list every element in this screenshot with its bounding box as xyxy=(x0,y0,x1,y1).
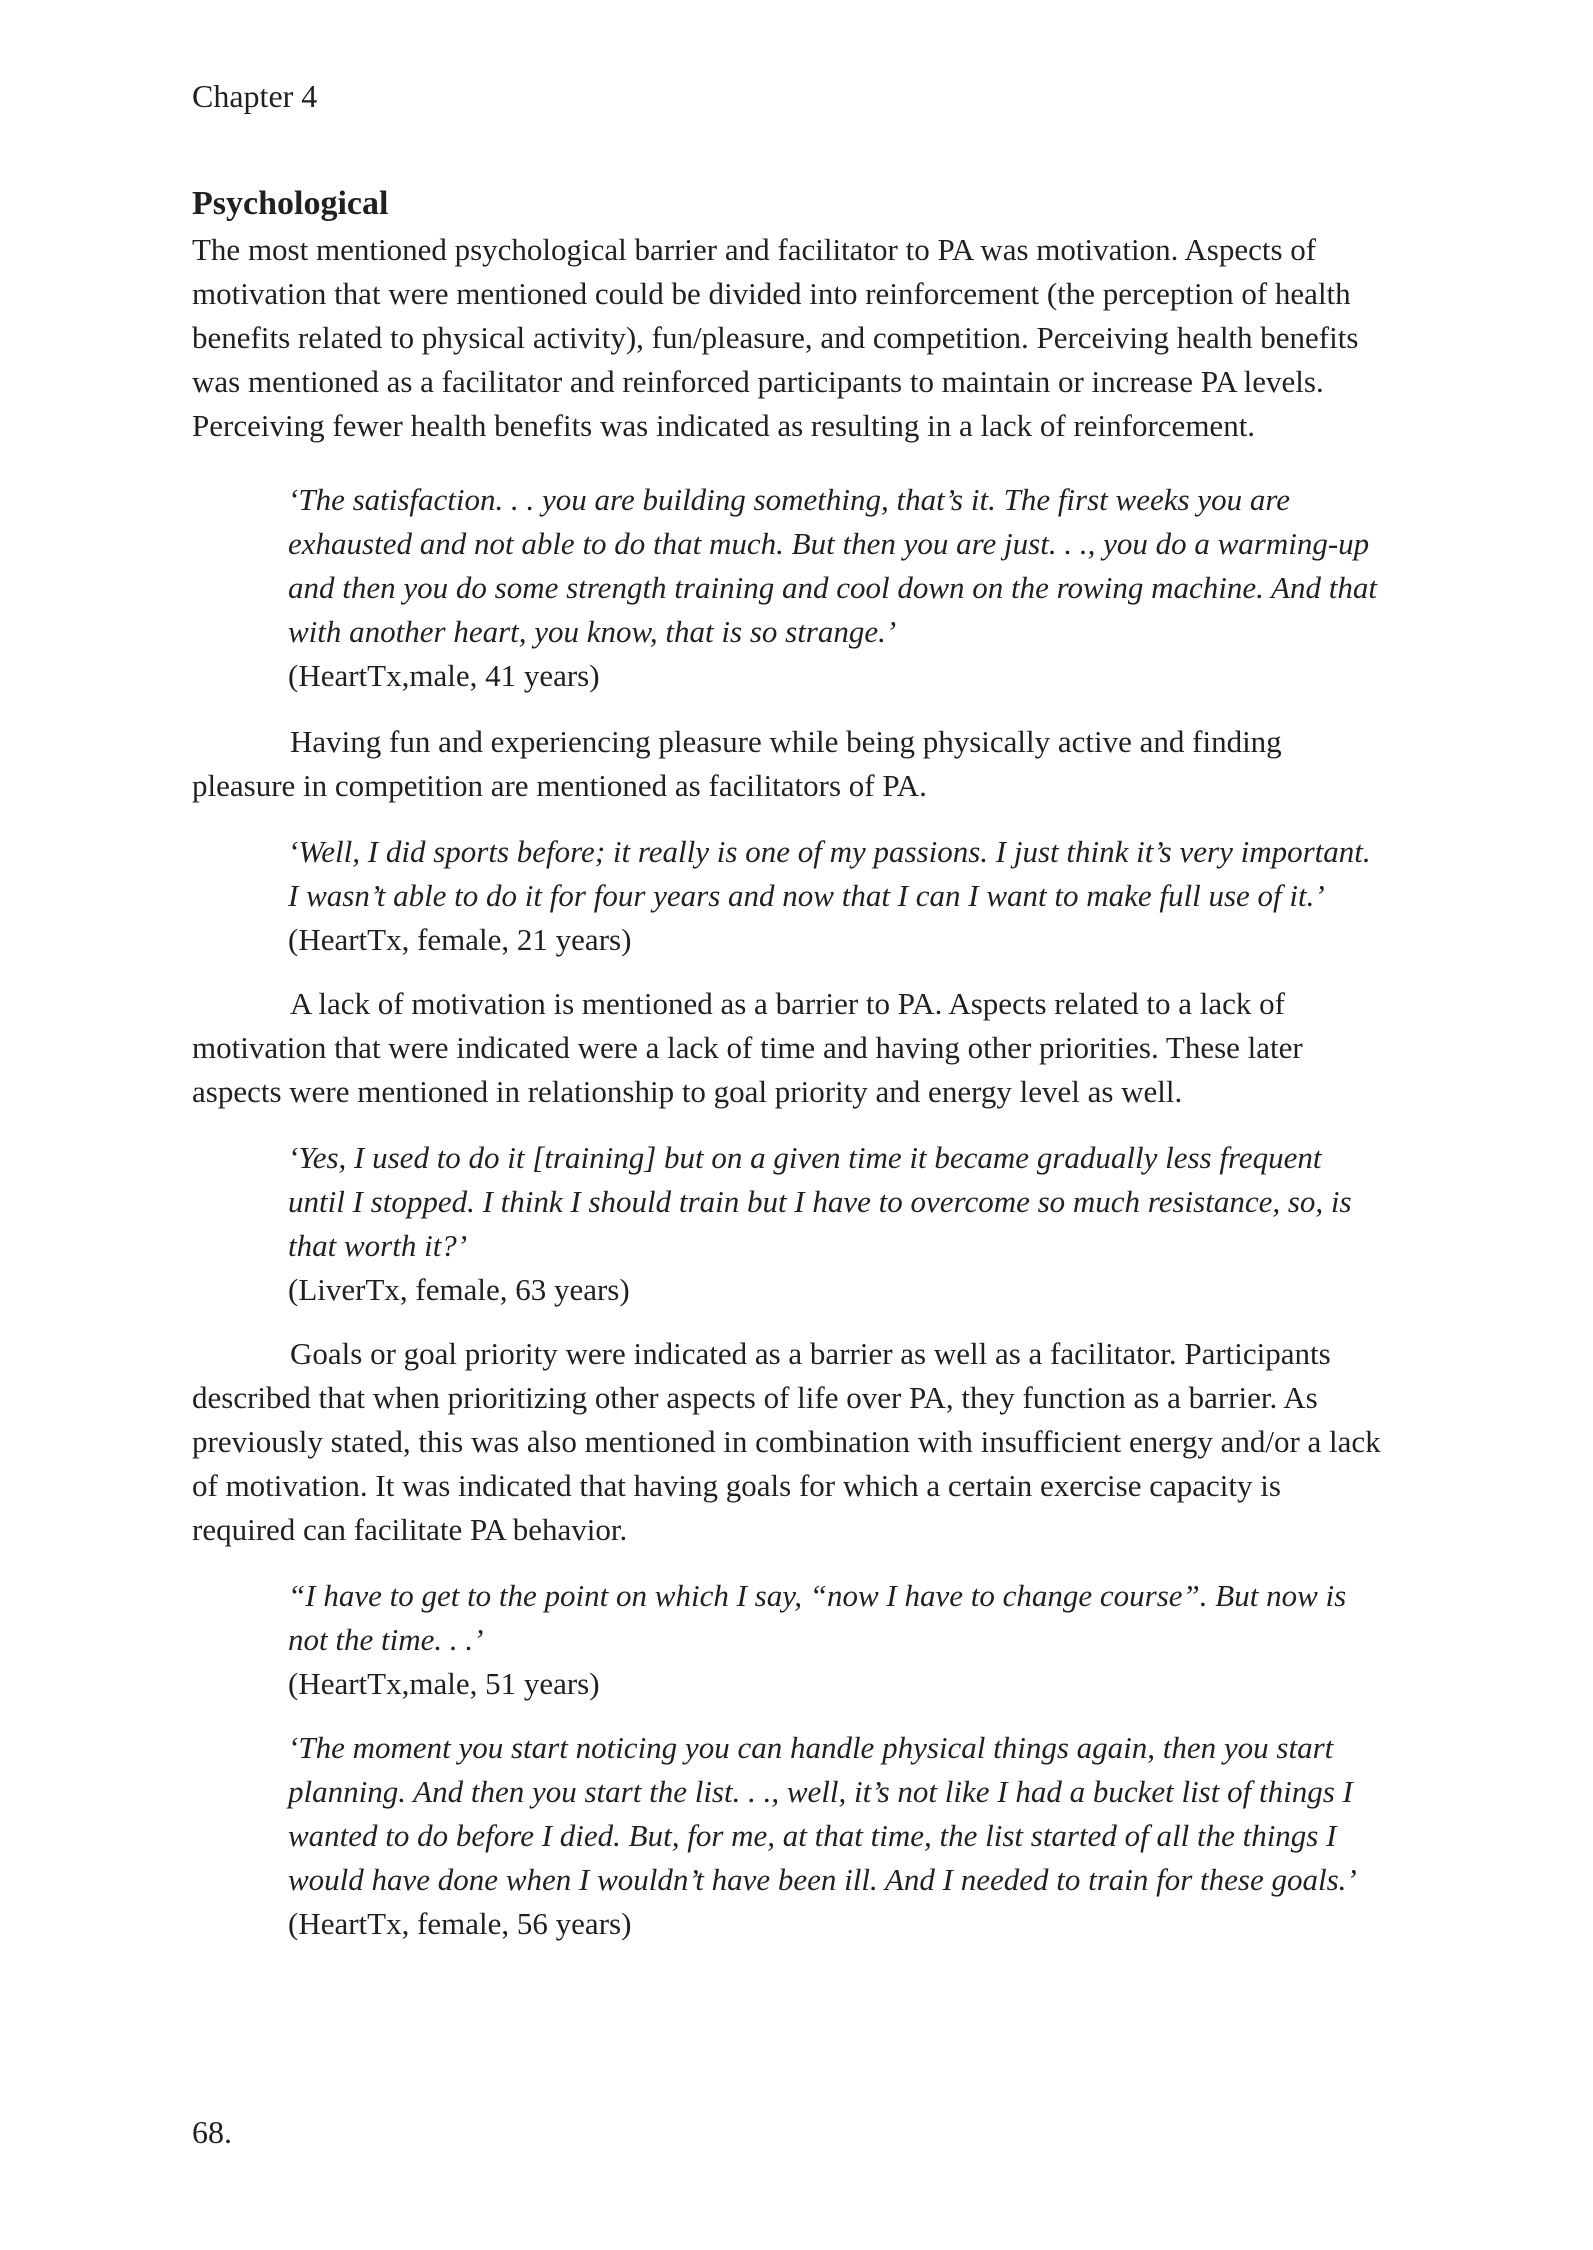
quote-block-2 xyxy=(288,830,1382,962)
paragraph-fun-pleasure: Having fun and experiencing pleasure while being physically active and finding pleasure in competition are mentioned as facilitators of PA. xyxy=(192,724,1282,803)
quote-source: (LiverTx, female, 63 years) xyxy=(288,1272,630,1307)
quote-text: ‘Yes, I used to do it [training] but on a given time it became gradually less frequent until I stopped. I think I should train but I have to overcome so much resistance, so, is that worth it?’ xyxy=(288,1140,1352,1263)
quote-block-5 xyxy=(288,1726,1382,1946)
section-title: Psychological xyxy=(192,185,389,222)
quote-block-3 xyxy=(288,1136,1382,1312)
quote-source: (HeartTx,male, 41 years) xyxy=(288,658,600,693)
quote-text: ‘The moment you start noticing you can handle physical things again, then you start planning. And then you start the list. . ., well, it’s not like I had a bucket list of things I wanted to do before I died. But, for me, at that time, the list started of all the things I would have done when I wouldn’t have been ill. And I needed to train for these goals.’ xyxy=(288,1730,1357,1897)
running-head: Chapter 4 xyxy=(192,78,318,114)
quote-source: (HeartTx,male, 51 years) xyxy=(288,1666,600,1701)
quote-text: ‘The satisfaction. . . you are building something, that’s it. The first weeks you are exhausted and not able to do that much. But then you are just. . ., you do a warming-up and then you do some strength training and cool down on the rowing machine. And that with another heart, you know, that is so strange.’ xyxy=(288,482,1377,649)
quote-text: ‘Well, I did sports before; it really is one of my passions. I just think it’s very important. I wasn’t able to do it for four years and now that I can I want to make full use of it.’ xyxy=(288,834,1371,913)
paragraph-motivation: The most mentioned psychological barrier and facilitator to PA was motivation. Aspects of motivation that were mentioned could be divided into reinforcement (the perception of health benefits related to physical activity), fun/pleasure, and competition. Perceiving health benefits was mentioned as a facilitator and reinforced participants to maintain or increase PA levels. Perceiving fewer health benefits was indicated as resulting in a lack of reinforcement. xyxy=(192,232,1359,443)
quote-block-4 xyxy=(288,1574,1382,1706)
page-number: 68. xyxy=(192,2114,232,2150)
paragraph-lack-of-motivation: A lack of motivation is mentioned as a barrier to PA. Aspects related to a lack of motivation that were indicated were a lack of time and having other priorities. These later aspects were mentioned in relationship to goal priority and energy level as well. xyxy=(192,986,1303,1109)
paragraph-goal-priority: Goals or goal priority were indicated as a barrier as well as a facilitator. Participants described that when prioritizing other aspects of life over PA, they function as a barrier. As previously stated, this was also mentioned in combination with insufficient energy and/or a lack of motivation. It was indicated that having goals for which a certain exercise capacity is required can facilitate PA behavior. xyxy=(192,1336,1381,1547)
quote-block-1 xyxy=(288,478,1382,698)
page-content xyxy=(192,182,1382,1946)
quote-text: “I have to get to the point on which I say, “now I have to change course”. But now is not the time. . .’ xyxy=(288,1578,1347,1657)
quote-source: (HeartTx, female, 56 years) xyxy=(288,1906,632,1941)
quote-source: (HeartTx, female, 21 years) xyxy=(288,922,632,957)
